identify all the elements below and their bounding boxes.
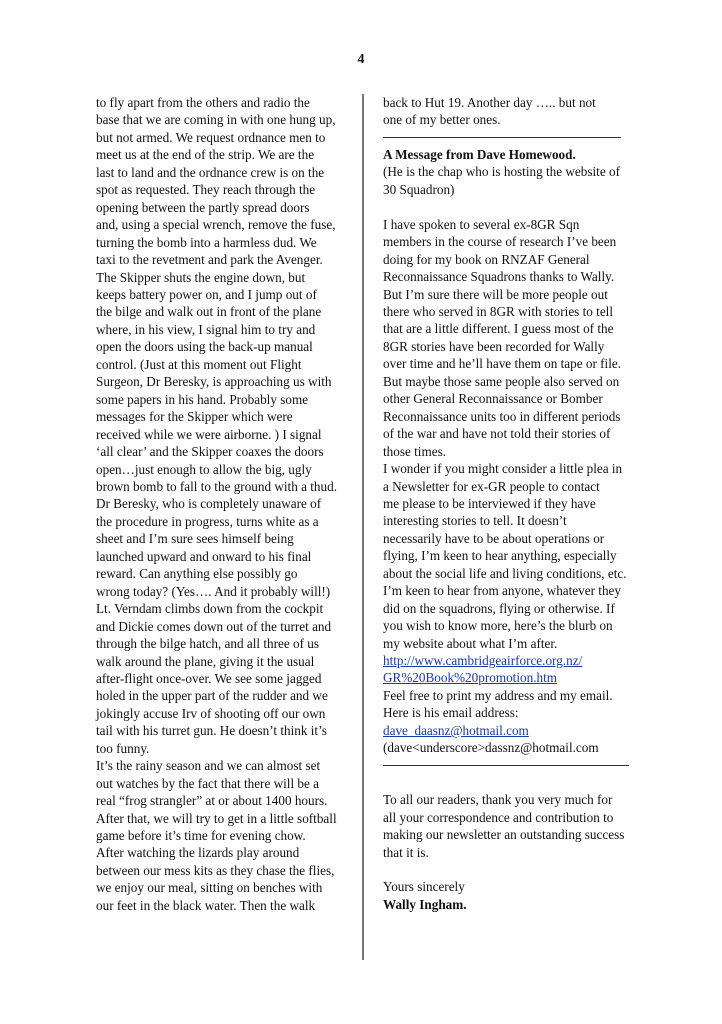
text-line: opening between the partly spread doors: [96, 199, 310, 215]
text-line: where, in his view, I signal him to try and: [96, 321, 316, 337]
text-line: flying, I’m keen to hear anything, especially: [383, 548, 617, 564]
text-line: me please to be interviewed if they have: [383, 495, 596, 511]
text-line: real “frog strangler” at or about 1400 hours.: [96, 793, 328, 809]
text-line: meet us at the end of the strip. We are the: [96, 147, 315, 163]
text-line: Surgeon, Dr Beresky, is approaching us with: [96, 374, 332, 390]
page-number: 4: [357, 52, 365, 67]
column-divider: [362, 94, 364, 960]
text-line: but not armed. We request ordnance men to: [96, 129, 326, 145]
text-line: game before it’s time for evening chow.: [96, 828, 306, 844]
spacer: [383, 198, 633, 215]
text-line: other General Reconnaissance or Bomber: [383, 391, 603, 407]
text-line: 8GR stories have been recorded for Wally: [383, 338, 605, 354]
text-line: members in the course of research I’ve been: [383, 234, 617, 250]
text-line: It’s the rainy season and we can almost set: [96, 758, 321, 774]
text-line: a Newsletter for ex-GR people to contact: [383, 478, 600, 494]
text-line: holed in the upper part of the rudder and we: [96, 688, 328, 704]
text-line: Reconnaissance Squadrons thanks to Wally.: [383, 269, 615, 285]
text-line: and, using a special wrench, remove the fuse,: [96, 217, 336, 233]
text-line: After that, we will try to get in a little softball: [96, 810, 337, 826]
text-line: out watches by the fact that there will be a: [96, 775, 320, 791]
text-line: I have spoken to several ex-8GR Sqn: [383, 216, 580, 232]
left-column: [96, 94, 356, 914]
text-line: taxi to the revetment and park the Avenger.: [96, 252, 323, 268]
text-line: of the war and have not told their stories of: [383, 426, 611, 442]
website-link[interactable]: http://www.cambridgeairforce.org.nz/: [383, 653, 583, 669]
text-line: turning the bomb into a harmless dud. We: [96, 234, 317, 250]
text-line: I’m keen to hear from anyone, whatever they: [383, 583, 622, 599]
message-body: [383, 216, 633, 652]
text-line: reward. Can anything else possibly go: [96, 566, 298, 582]
text-line: that are a little different. I guess most of the: [383, 321, 614, 337]
message-heading: A Message from Dave Homewood.: [383, 146, 576, 162]
text-line: messages for the Skipper which were: [96, 409, 293, 425]
text-line: back to Hut 19. Another day ….. but not: [383, 95, 596, 110]
text-line: did on the squadrons, flying or otherwise. If: [383, 600, 615, 616]
section-divider: [383, 765, 629, 766]
text-line: tail with his turret gun. He doesn’t think it’s: [96, 723, 327, 739]
text-line: interesting stories to tell. It doesn’t: [383, 513, 567, 529]
text-line: that it is.: [383, 844, 429, 860]
text-line: too funny.: [96, 740, 150, 756]
message-subheading: 30 Squadron): [383, 181, 455, 197]
text-line: and Dickie comes down out of the turret and: [96, 618, 332, 634]
text-line: received while we were airborne. ) I signal: [96, 426, 322, 442]
section-divider: [383, 137, 621, 138]
text-line: making our newsletter an outstanding success: [383, 827, 625, 843]
text-line: But I’m sure there will be more people out: [383, 286, 608, 302]
text-line: control. (Just at this moment out Flight: [96, 356, 302, 372]
text-line: the procedure in progress, turns white as a: [96, 513, 319, 529]
text-line: some papers in his hand. Probably some: [96, 391, 309, 407]
text-line: But maybe those same people also served on: [383, 373, 620, 389]
text-line: about the social life and living conditions, etc.: [383, 565, 627, 581]
text-line: Feel free to print my address and my email.: [383, 687, 613, 703]
text-line: there who served in 8GR with stories to tell: [383, 303, 614, 319]
website-link[interactable]: GR%20Book%20promotion.htm: [383, 670, 558, 686]
text-line: the bilge and walk out in front of the plane: [96, 304, 322, 320]
text-line: After watching the lizards play around: [96, 845, 300, 861]
text-line: Lt. Verndam climbs down from the cockpit: [96, 601, 324, 617]
text-line: launched upward and onward to his final: [96, 548, 312, 564]
text-line: between our mess kits as they chase the flies,: [96, 862, 335, 878]
text-line: all your correspondence and contribution to: [383, 809, 614, 825]
text-line: sheet and I’m sure sees himself being: [96, 531, 294, 547]
spacer: [383, 861, 633, 878]
closing-text: [383, 791, 633, 861]
signature: Wally Ingham.: [383, 896, 467, 912]
text-line: I wonder if you might consider a little plea in: [383, 461, 623, 477]
text-line: Dr Beresky, who is completely unaware of: [96, 496, 322, 512]
text-line: my website about what I’m after.: [383, 635, 558, 651]
text-line: Reconnaissance units too in different periods: [383, 408, 621, 424]
text-line: we enjoy our meal, sitting on benches with: [96, 880, 323, 896]
text-line: through the bilge hatch, and all three of us: [96, 636, 320, 652]
text-line: jokingly accuse Irv of shooting off our own: [96, 705, 326, 721]
text-line: doing for my book on RNZAF General: [383, 251, 590, 267]
text-line: walk around the plane, giving it the usual: [96, 653, 315, 669]
text-line: over time and he’ll have them on tape or file.: [383, 356, 622, 372]
text-line: open…just enough to allow the big, ugly: [96, 461, 312, 477]
text-line: one of my better ones.: [383, 112, 501, 128]
text-line: after-flight once-over. We see some jagged: [96, 670, 322, 686]
text-line: brown bomb to fall to the ground with a thud.: [96, 478, 338, 494]
text-line: spot as requested. They reach through the: [96, 182, 316, 198]
text-line: you wish to know more, here’s the blurb on: [383, 618, 613, 634]
text-line: The Skipper shuts the engine down, but: [96, 269, 306, 285]
email-alt: (dave<underscore>dassnz@hotmail.com: [383, 740, 599, 756]
text-line: keeps battery power on, and I jump out of: [96, 286, 317, 302]
text-line: those times.: [383, 443, 447, 459]
text-line: Here is his email address:: [383, 705, 519, 721]
text-line: last to land and the ordnance crew is on the: [96, 164, 325, 180]
text-line: wrong today? (Yes…. And it probably will!): [96, 583, 331, 599]
text-line: base that we are coming in with one hung up,: [96, 112, 336, 128]
text-line: necessarily have to be about operations or: [383, 530, 605, 546]
text-line: To all our readers, thank you very much for: [383, 792, 613, 808]
text-line: our feet in the black water. Then the walk: [96, 897, 316, 913]
spacer: [383, 774, 633, 791]
text-line: to fly apart from the others and radio the: [96, 95, 310, 110]
email-link[interactable]: dave_daasnz@hotmail.com: [383, 722, 529, 738]
message-subheading: (He is the chap who is hosting the website of: [383, 164, 620, 180]
signoff: Yours sincerely: [383, 879, 465, 895]
right-column: [383, 94, 633, 913]
text-line: open the doors using the back-up manual: [96, 339, 313, 355]
text-line: ‘all clear’ and the Skipper coaxes the doors: [96, 444, 324, 460]
intro-text: [383, 94, 633, 129]
